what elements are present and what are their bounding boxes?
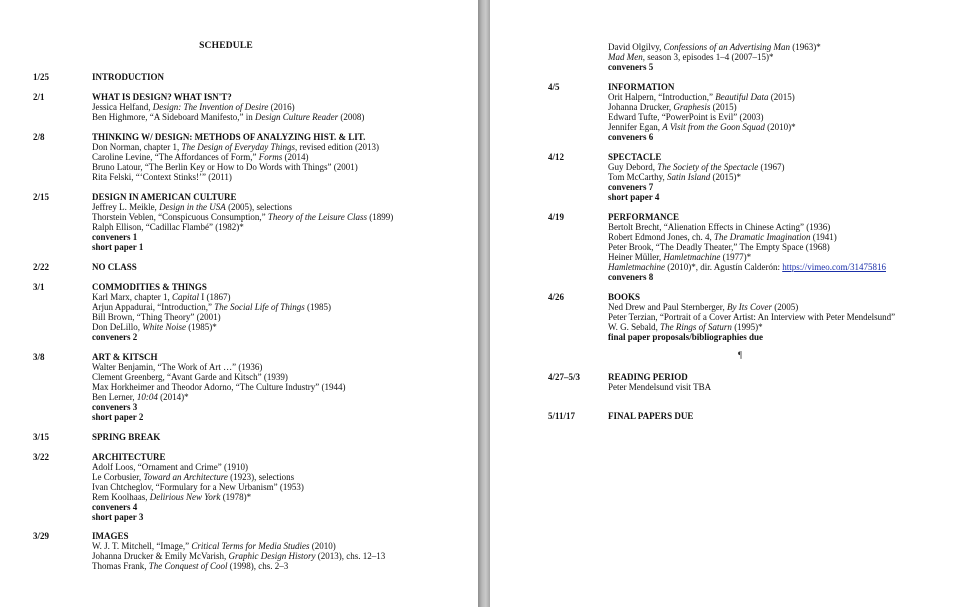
assignment-line bbox=[92, 512, 304, 522]
reading-line bbox=[92, 561, 385, 571]
reading-text: Jeffrey L. Meikle, bbox=[92, 202, 160, 212]
assignment-line bbox=[92, 242, 393, 252]
reading-text: Johanna Drucker, bbox=[608, 102, 674, 112]
entry-body bbox=[92, 531, 385, 571]
reading-line bbox=[608, 252, 886, 262]
reading-text: Bruno Latour, “The Berlin Key or How to Do Words with Things” (2001) bbox=[92, 162, 358, 172]
reading-line bbox=[608, 172, 784, 182]
reading-text: Guy Debord, bbox=[608, 162, 658, 172]
reading-detail: (2005) bbox=[771, 302, 799, 312]
reading-text: conveners 1 bbox=[92, 232, 138, 242]
reading-detail: (2013), chs. 12–13 bbox=[315, 551, 386, 561]
reading-line bbox=[608, 242, 886, 252]
reading-text: final paper proposals/bibliographies due bbox=[608, 332, 763, 342]
entry-topic: INFORMATION bbox=[608, 82, 675, 92]
reading-text: short paper 1 bbox=[92, 242, 144, 252]
reading-detail: (1967) bbox=[758, 162, 785, 172]
reading-line bbox=[92, 541, 385, 551]
entry-body bbox=[92, 72, 164, 82]
reading-detail: (2016) bbox=[268, 102, 295, 112]
reading-text: Le Corbusier, bbox=[92, 472, 144, 482]
reading-text: David Olgilvy, bbox=[608, 42, 664, 52]
reading-detail: (1977)* bbox=[720, 252, 752, 262]
document-page-left bbox=[0, 0, 478, 607]
reading-text: Ivan Chtcheglov, “Formulary for a New Urbanism” (1953) bbox=[92, 482, 304, 492]
entry-date: 3/1 bbox=[33, 282, 45, 292]
reading-line bbox=[608, 122, 796, 132]
reading-text: Thomas Frank, bbox=[92, 561, 149, 571]
reading-line bbox=[608, 382, 711, 392]
entry-date: 4/12 bbox=[548, 152, 565, 162]
reading-title: The Conquest of Cool bbox=[148, 561, 228, 571]
entry-body bbox=[608, 152, 784, 202]
reading-line bbox=[92, 551, 385, 561]
reading-title: The Design of Everyday Things bbox=[181, 142, 295, 152]
entry-topic: IMAGES bbox=[92, 531, 129, 541]
entry-date: 3/22 bbox=[33, 452, 50, 462]
reading-title: Satin Island bbox=[667, 172, 711, 182]
reading-line bbox=[608, 302, 895, 312]
reading-title: Design: The Invention of Desire bbox=[152, 102, 269, 112]
entry-body bbox=[92, 352, 346, 422]
reading-line bbox=[92, 222, 393, 232]
reading-title: Mad Men bbox=[608, 52, 643, 62]
reading-detail: (1941) bbox=[810, 232, 837, 242]
entry-date: 2/8 bbox=[33, 132, 45, 142]
reading-text: Ben Lerner, bbox=[92, 392, 137, 402]
reading-detail: (1998), chs. 2–3 bbox=[227, 561, 289, 571]
reading-detail: (2015) bbox=[768, 92, 795, 102]
reading-line bbox=[608, 52, 821, 62]
assignment-line bbox=[608, 332, 895, 342]
assignment-line bbox=[608, 132, 796, 142]
entry-body bbox=[92, 262, 137, 272]
reading-title: Delirious New York bbox=[149, 492, 221, 502]
reading-line bbox=[608, 162, 784, 172]
reading-line bbox=[608, 92, 796, 102]
entry-date: 4/5 bbox=[548, 82, 560, 92]
assignment-line bbox=[92, 332, 331, 342]
reading-detail: (2010)*, dir. Agustín Calderón: bbox=[664, 262, 783, 272]
reading-title: White Noise bbox=[142, 322, 186, 332]
reading-text: conveners 7 bbox=[608, 182, 654, 192]
reading-detail: (2014) bbox=[282, 152, 309, 162]
reading-text: Johanna Drucker & Emily McVarish, bbox=[92, 551, 229, 561]
reading-text: Tom McCarthy, bbox=[608, 172, 668, 182]
reading-text: conveners 8 bbox=[608, 272, 654, 282]
reading-line bbox=[92, 302, 331, 312]
reading-title: Hamletmachine bbox=[663, 252, 721, 262]
reading-text: Ben Highmore, “A Sideboard Manifesto,” in bbox=[92, 112, 255, 122]
reading-text: short paper 3 bbox=[92, 512, 144, 522]
reading-line bbox=[608, 42, 821, 52]
reading-detail: I (1867) bbox=[198, 292, 231, 302]
reading-text: conveners 2 bbox=[92, 332, 138, 342]
reading-line bbox=[92, 472, 304, 482]
entry-topic: SPRING BREAK bbox=[92, 432, 161, 442]
reading-text: Jennifer Egan, bbox=[608, 122, 663, 132]
entry-body bbox=[92, 452, 304, 522]
entry-date: 3/15 bbox=[33, 432, 50, 442]
reading-detail: , season 3, episodes 1–4 (2007–15)* bbox=[642, 52, 774, 62]
entry-body bbox=[92, 92, 364, 122]
paragraph-mark-icon: ¶ bbox=[738, 350, 743, 360]
reading-text: Bertolt Brecht, “Alienation Effects in Chinese Acting” (1936) bbox=[608, 222, 831, 232]
entry-date: 5/11/17 bbox=[548, 411, 576, 421]
entry-body bbox=[92, 282, 331, 342]
page-gutter bbox=[478, 0, 490, 607]
reading-text: Thorstein Veblen, “Conspicuous Consumption,” bbox=[92, 212, 268, 222]
entry-topic: ART & KITSCH bbox=[92, 352, 158, 362]
reading-text: Caroline Levine, “The Affordances of Form,” bbox=[92, 152, 259, 162]
entry-date: 4/19 bbox=[548, 212, 565, 222]
reading-detail: (2005), selections bbox=[225, 202, 293, 212]
reading-line bbox=[92, 372, 346, 382]
entry-date: 3/8 bbox=[33, 352, 45, 362]
entry-topic: BOOKS bbox=[608, 292, 641, 302]
reading-detail: (1985) bbox=[304, 302, 331, 312]
reading-title: Confessions of an Advertising Man bbox=[663, 42, 791, 52]
entry-body bbox=[608, 82, 796, 142]
reading-detail: (2008) bbox=[338, 112, 365, 122]
entry-body bbox=[92, 132, 379, 182]
reading-line bbox=[608, 262, 886, 272]
reading-text: Clement Greenberg, “Avant Garde and Kitsch” (1939) bbox=[92, 372, 288, 382]
entry-date: 3/29 bbox=[33, 531, 50, 541]
reading-line bbox=[608, 222, 886, 232]
entry-topic: SPECTACLE bbox=[608, 152, 662, 162]
entry-topic: DESIGN IN AMERICAN CULTURE bbox=[92, 192, 237, 202]
entry-topic: FINAL PAPERS DUE bbox=[608, 411, 694, 421]
reading-line bbox=[608, 112, 796, 122]
assignment-line bbox=[608, 182, 784, 192]
entry-body bbox=[92, 432, 160, 442]
entry-body bbox=[608, 411, 693, 421]
reading-detail: (1995)* bbox=[731, 322, 763, 332]
reading-detail: (2015)* bbox=[710, 172, 742, 182]
reading-line bbox=[92, 112, 364, 122]
reading-line bbox=[92, 162, 379, 172]
entry-body bbox=[92, 192, 393, 252]
reading-text: Bill Brown, “Thing Theory” (2001) bbox=[92, 312, 221, 322]
reading-title: Design in the USA bbox=[159, 202, 226, 212]
reading-line bbox=[92, 482, 304, 492]
reading-detail: (2015) bbox=[710, 102, 737, 112]
video-link[interactable]: https://vimeo.com/31475816 bbox=[782, 262, 886, 272]
schedule-title: SCHEDULE bbox=[199, 41, 253, 51]
reading-text: conveners 3 bbox=[92, 402, 138, 412]
reading-detail: (1963)* bbox=[790, 42, 821, 52]
reading-line bbox=[92, 292, 331, 302]
reading-title: The Social Life of Things bbox=[214, 302, 305, 312]
reading-text: Jessica Helfand, bbox=[92, 102, 153, 112]
reading-title: A Visit from the Goon Squad bbox=[662, 122, 765, 132]
reading-detail: (2010)* bbox=[764, 122, 796, 132]
reading-detail: (2010) bbox=[309, 541, 336, 551]
entry-topic: INTRODUCTION bbox=[92, 72, 165, 82]
assignment-line bbox=[608, 272, 886, 282]
reading-title: By Its Cover bbox=[726, 302, 772, 312]
entry-topic: NO CLASS bbox=[92, 262, 137, 272]
document-page-right bbox=[490, 0, 960, 607]
entry-topic: COMMODITIES & THINGS bbox=[92, 282, 207, 292]
reading-title: Design Culture Reader bbox=[254, 112, 339, 122]
assignment-line bbox=[92, 412, 346, 422]
reading-title: The Society of the Spectacle bbox=[657, 162, 759, 172]
entry-topic: PERFORMANCE bbox=[608, 212, 679, 222]
reading-title: Critical Terms for Media Studies bbox=[191, 541, 310, 551]
entry-date: 4/26 bbox=[548, 292, 565, 302]
reading-text: Peter Mendelsund visit TBA bbox=[608, 382, 712, 392]
reading-text: W. G. Sebald, bbox=[608, 322, 661, 332]
reading-line bbox=[92, 362, 346, 372]
reading-text: W. J. T. Mitchell, “Image,” bbox=[92, 541, 192, 551]
assignment-line bbox=[92, 232, 393, 242]
reading-text: Don DeLillo, bbox=[92, 322, 143, 332]
reading-detail: (1899) bbox=[367, 212, 394, 222]
reading-text: short paper 2 bbox=[92, 412, 144, 422]
reading-detail: (1978)* bbox=[220, 492, 252, 502]
entry-date: 2/1 bbox=[33, 92, 45, 102]
reading-text: Peter Brook, “The Deadly Theater,” The Empty Space (1968) bbox=[608, 242, 830, 252]
reading-text: Rita Felski, “‘Context Stinks!’” (2011) bbox=[92, 172, 232, 182]
reading-text: Orit Halpern, “Introduction,” bbox=[608, 92, 716, 102]
reading-line bbox=[92, 102, 364, 112]
reading-detail: (1923), selections bbox=[227, 472, 295, 482]
assignment-line bbox=[92, 502, 304, 512]
entry-body bbox=[608, 292, 895, 342]
reading-line bbox=[92, 212, 393, 222]
reading-text: Robert Edmond Jones, ch. 4, bbox=[608, 232, 714, 242]
reading-title: Hamletmachine bbox=[608, 262, 665, 272]
assignment-line bbox=[608, 192, 784, 202]
reading-line bbox=[92, 382, 346, 392]
reading-title: Forms bbox=[258, 152, 283, 162]
reading-text: conveners 5 bbox=[608, 62, 654, 72]
entry-topic: THINKING W/ DESIGN: METHODS OF ANALYZING HIST. & LIT. bbox=[92, 132, 366, 142]
reading-text: Heiner Müller, bbox=[608, 252, 664, 262]
reading-line bbox=[92, 322, 331, 332]
reading-line bbox=[92, 492, 304, 502]
reading-title: 10:04 bbox=[136, 392, 158, 402]
reading-text: Ralph Ellison, “Cadillac Flambé” (1982)* bbox=[92, 222, 244, 232]
entry-topic: WHAT IS DESIGN? WHAT ISN'T? bbox=[92, 92, 232, 102]
reading-line bbox=[92, 142, 379, 152]
reading-text: short paper 4 bbox=[608, 192, 660, 202]
reading-title: The Dramatic Imagination bbox=[714, 232, 811, 242]
reading-line bbox=[608, 232, 886, 242]
reading-title: Graphic Design History bbox=[228, 551, 316, 561]
reading-line bbox=[608, 102, 796, 112]
reading-line bbox=[92, 152, 379, 162]
reading-text: Peter Terzian, “Portrait of a Cover Artist: An Interview with Peter Mendelsund” bbox=[608, 312, 896, 322]
reading-text: Don Norman, chapter 1, bbox=[92, 142, 182, 152]
entry-date: 2/15 bbox=[33, 192, 50, 202]
assignment-line bbox=[92, 402, 346, 412]
entry-body bbox=[608, 372, 711, 392]
entry-date: 4/27–5/3 bbox=[548, 372, 581, 382]
reading-detail: (2014)* bbox=[157, 392, 189, 402]
reading-text: Adolf Loos, “Ornament and Crime” (1910) bbox=[92, 462, 248, 472]
reading-text: Karl Marx, chapter 1, bbox=[92, 292, 172, 302]
reading-text: Walter Benjamin, “The Work of Art …” (1936) bbox=[92, 362, 263, 372]
reading-title: Theory of the Leisure Class bbox=[267, 212, 367, 222]
reading-text: Edward Tufte, “PowerPoint is Evil” (2003) bbox=[608, 112, 764, 122]
reading-title: Beautiful Data bbox=[715, 92, 769, 102]
reading-text: Rem Koolhaas, bbox=[92, 492, 150, 502]
reading-title: Graphesis bbox=[673, 102, 711, 112]
reading-text: conveners 6 bbox=[608, 132, 654, 142]
reading-line bbox=[92, 462, 304, 472]
reading-line bbox=[92, 172, 379, 182]
reading-detail: , revised edition (2013) bbox=[294, 142, 379, 152]
reading-title: The Rings of Saturn bbox=[660, 322, 732, 332]
entry-topic: READING PERIOD bbox=[608, 372, 688, 382]
entry-date: 2/22 bbox=[33, 262, 50, 272]
entry-body bbox=[608, 42, 821, 72]
assignment-line bbox=[608, 62, 821, 72]
reading-detail: (1985)* bbox=[186, 322, 217, 332]
reading-line bbox=[608, 322, 895, 332]
reading-text: Max Horkheimer and Theodor Adorno, “The Culture Industry” (1944) bbox=[92, 382, 346, 392]
reading-text: Ned Drew and Paul Sternberger, bbox=[608, 302, 727, 312]
entry-body bbox=[608, 212, 886, 282]
reading-text: conveners 4 bbox=[92, 502, 138, 512]
reading-line bbox=[92, 312, 331, 322]
entry-date: 1/25 bbox=[33, 72, 50, 82]
reading-line bbox=[608, 312, 895, 322]
reading-title: Toward an Architecture bbox=[143, 472, 228, 482]
reading-line bbox=[92, 202, 393, 212]
reading-line bbox=[92, 392, 346, 402]
reading-title: Capital bbox=[171, 292, 199, 302]
entry-topic: ARCHITECTURE bbox=[92, 452, 166, 462]
reading-text: Arjun Appadurai, “Introduction,” bbox=[92, 302, 215, 312]
